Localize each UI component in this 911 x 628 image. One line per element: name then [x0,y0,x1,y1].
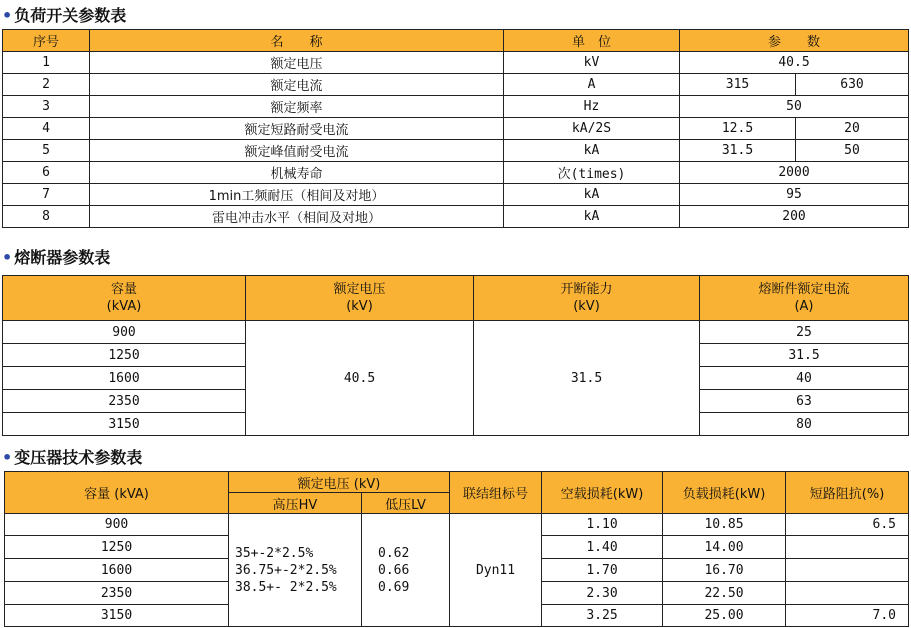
row-name: 机械寿命 [90,162,504,184]
bullet-icon: • [2,6,13,25]
row-name: 雷电冲击水平（相间及对地） [90,206,504,228]
header-capacity: 容量 (kVA) [5,472,229,514]
hv-values-cell [229,514,362,627]
row-name: 1min工频耐压（相间及对地） [90,184,504,206]
row-no: 5 [3,140,90,162]
fuse-table [2,275,909,436]
table-row [3,52,909,74]
header-rated-voltage: 额定电压 (kV) [246,276,474,321]
impedance-cell [786,582,909,605]
row-value-2: 20 [796,118,909,140]
header-unit: 单 位 [504,30,680,52]
row-no: 2 [3,74,90,96]
capacity-cell: 1250 [5,536,229,559]
capacity-cell: 2350 [3,390,246,413]
row-unit: kV [504,52,680,74]
load-loss-cell: 22.50 [663,582,786,605]
no-load-loss-cell: 1.70 [542,559,663,582]
row-name: 额定电压 [90,52,504,74]
table-row [3,162,909,184]
impedance-cell [786,536,909,559]
hv-value: 36.75+-2*2.5% [235,562,337,578]
header-rated-voltage: 额定电压 (kV) [229,472,450,493]
table-row [3,96,909,118]
row-value-1: 12.5 [680,118,796,140]
impedance-cell [786,559,909,582]
table-row [3,206,909,228]
header-no-load-loss: 空载损耗(kW) [542,472,663,514]
table-row [3,118,909,140]
capacity-cell: 900 [3,321,246,344]
capacity-cell: 3150 [3,413,246,436]
row-value: 2000 [680,162,909,184]
hv-value: 35+-2*2.5% [235,545,314,561]
section-title-load-switch: • 负荷开关参数表 [2,6,127,25]
bullet-icon: • [2,448,13,467]
row-unit: kA [504,206,680,228]
load-switch-table [2,29,909,228]
row-value-2: 630 [796,74,909,96]
table-row [3,140,909,162]
lv-value: 0.62 [378,545,410,561]
table-row [5,514,909,536]
capacity-cell: 2350 [5,582,229,605]
row-value-1: 315 [680,74,796,96]
lv-values-cell [362,514,450,627]
load-loss-cell: 25.00 [663,605,786,627]
table-row [3,184,909,206]
lv-value: 0.69 [378,579,410,595]
table-header-row [5,472,909,493]
capacity-cell: 1250 [3,344,246,367]
table-row [3,74,909,96]
header-vector-group: 联结组标号 [450,472,542,514]
transformer-table [4,471,909,627]
lv-value: 0.66 [378,562,410,578]
rated-voltage-cell: 40.5 [246,321,474,436]
table-header-row [3,276,909,321]
row-no: 7 [3,184,90,206]
row-no: 3 [3,96,90,118]
no-load-loss-cell: 1.10 [542,514,663,536]
row-value-2: 50 [796,140,909,162]
row-unit: 次(times) [504,162,680,184]
no-load-loss-cell: 2.30 [542,582,663,605]
load-loss-cell: 10.85 [663,514,786,536]
section-title-transformer: • 变压器技术参数表 [2,448,143,467]
capacity-cell: 1600 [5,559,229,582]
header-no: 序号 [3,30,90,52]
header-lv: 低压LV [362,493,450,514]
row-no: 6 [3,162,90,184]
row-no: 4 [3,118,90,140]
fuse-current-cell: 63 [700,390,909,413]
row-value-1: 31.5 [680,140,796,162]
impedance-cell: 6.5 [786,514,909,536]
row-name: 额定短路耐受电流 [90,118,504,140]
row-unit: A [504,74,680,96]
row-unit: kA [504,140,680,162]
fuse-current-cell: 31.5 [700,344,909,367]
capacity-cell: 900 [5,514,229,536]
header-fuse-current: 熔断件额定电流 (A) [700,276,909,321]
load-loss-cell: 16.70 [663,559,786,582]
row-value: 50 [680,96,909,118]
row-unit: Hz [504,96,680,118]
capacity-cell: 1600 [3,367,246,390]
row-value: 40.5 [680,52,909,74]
breaking-capacity-cell: 31.5 [474,321,700,436]
table-header-row [3,30,909,52]
header-impedance: 短路阻抗(%) [786,472,909,514]
row-name: 额定电流 [90,74,504,96]
row-no: 8 [3,206,90,228]
impedance-cell: 7.0 [786,605,909,627]
header-param: 参 数 [680,30,909,52]
header-name: 名 称 [90,30,504,52]
header-breaking-capacity: 开断能力 (kV) [474,276,700,321]
capacity-cell: 3150 [5,605,229,627]
header-capacity: 容量 (kVA) [3,276,246,321]
section-title-fuse: • 熔断器参数表 [2,248,111,267]
header-hv: 高压HV [229,493,362,514]
header-load-loss: 负载损耗(kW) [663,472,786,514]
fuse-current-cell: 80 [700,413,909,436]
load-loss-cell: 14.00 [663,536,786,559]
vector-group-cell: Dyn11 [450,514,542,627]
hv-value: 38.5+- 2*2.5% [235,579,337,595]
table-row [3,321,909,344]
row-unit: kA [504,184,680,206]
fuse-current-cell: 40 [700,367,909,390]
row-unit: kA/2S [504,118,680,140]
row-value: 200 [680,206,909,228]
row-value: 95 [680,184,909,206]
row-name: 额定频率 [90,96,504,118]
no-load-loss-cell: 1.40 [542,536,663,559]
fuse-current-cell: 25 [700,321,909,344]
no-load-loss-cell: 3.25 [542,605,663,627]
row-name: 额定峰值耐受电流 [90,140,504,162]
bullet-icon: • [2,248,13,267]
row-no: 1 [3,52,90,74]
